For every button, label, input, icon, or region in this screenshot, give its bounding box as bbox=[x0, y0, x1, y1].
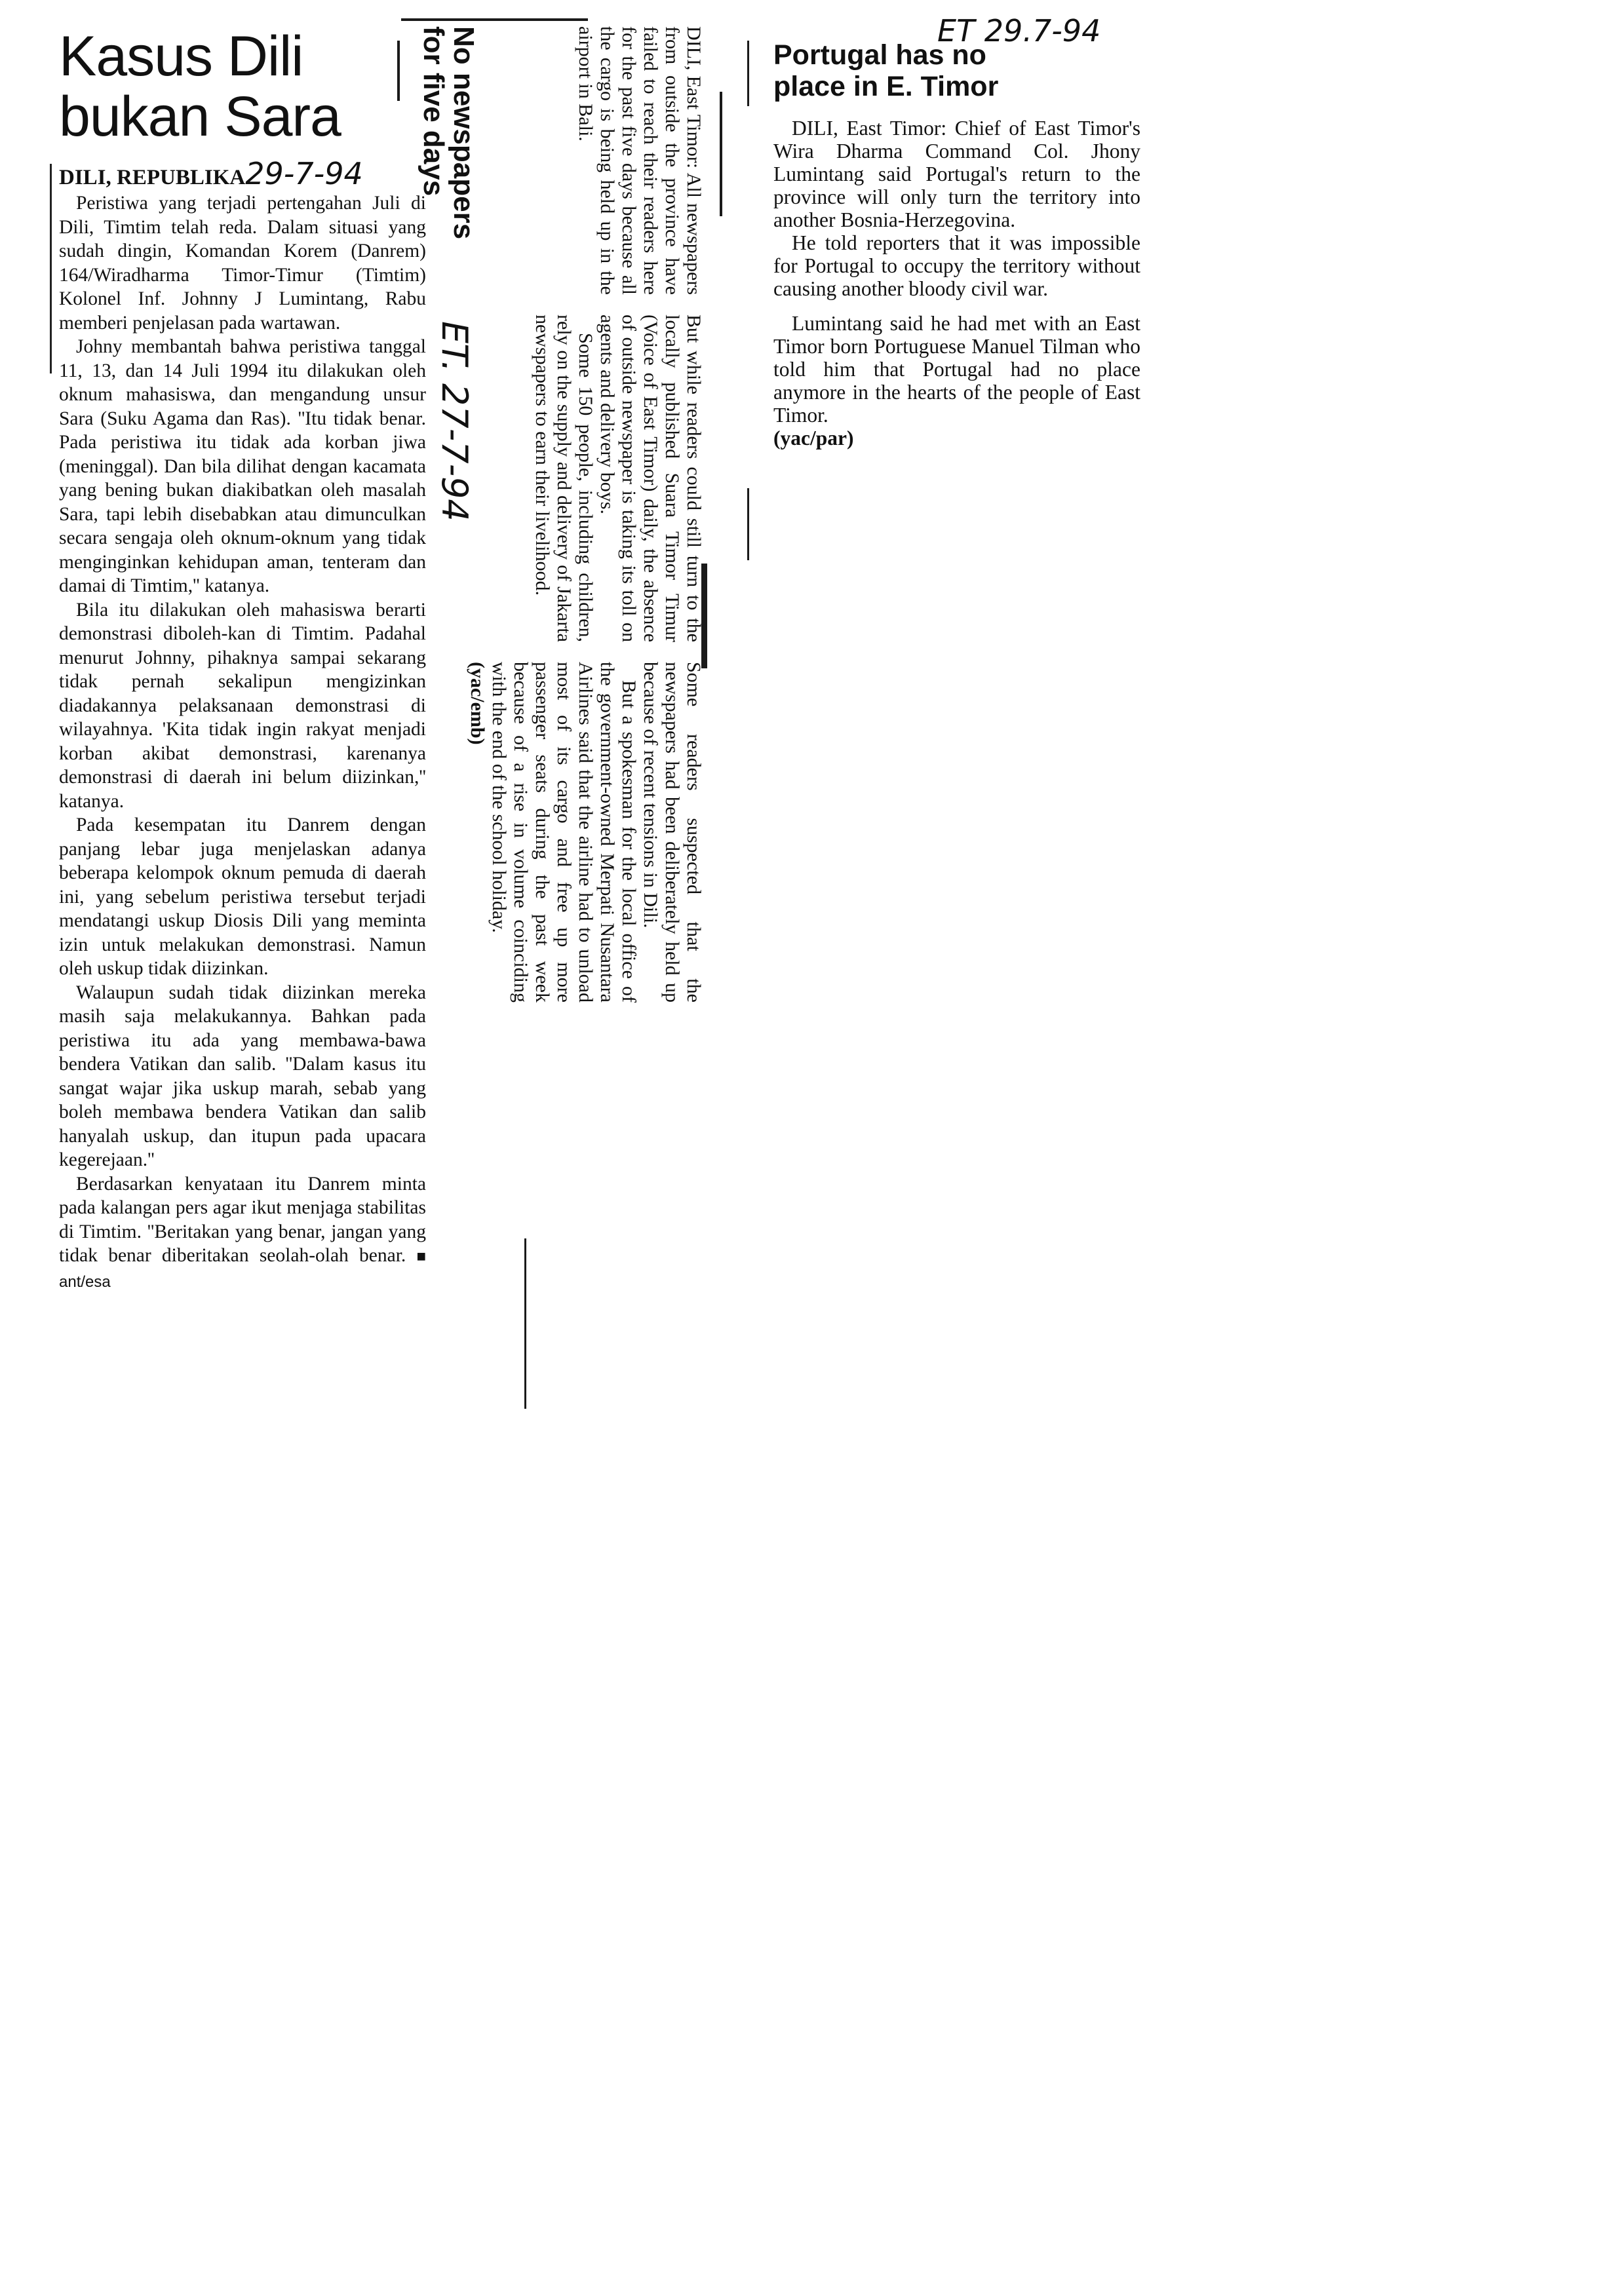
paragraph: But a spokesman for the local office of the government-owned Merpati Nusantara Airlines said that the airline had to unload most of its cargo and free up more passenger seats during the past week because of a rise in volume coinciding with the end of the school holiday. bbox=[488, 662, 640, 1003]
clipping-rule bbox=[397, 41, 400, 101]
article-kasus-dili bbox=[59, 26, 426, 1618]
handwritten-date: 29-7-94 bbox=[245, 156, 363, 191]
headline-line-1: Kasus Dili bbox=[59, 25, 303, 88]
article-headline bbox=[773, 39, 1140, 102]
article-headline bbox=[418, 26, 478, 275]
headline-line-1: No newspapers bbox=[448, 26, 480, 240]
sign-off: (yac/emb) bbox=[467, 662, 488, 745]
dateline-text: DILI, REPUBLIKA bbox=[59, 166, 246, 189]
column-3 bbox=[467, 662, 705, 1003]
article-body bbox=[59, 191, 426, 1294]
paragraph-last bbox=[59, 1172, 426, 1295]
headline-line-2: place in E. Timor bbox=[773, 71, 999, 102]
clipping-rule bbox=[747, 41, 749, 106]
margin-bracket bbox=[50, 164, 52, 373]
column-2 bbox=[485, 315, 705, 642]
handwritten-date: ET. 27-7-94 bbox=[434, 321, 475, 522]
sign-off: (yac/par) bbox=[773, 427, 854, 450]
article-headline bbox=[59, 26, 426, 147]
headline-line-2: bukan Sara bbox=[59, 85, 341, 148]
paragraph: Peristiwa yang terjadi pertengahan Juli di Dili, Timtim telah reda. Dalam situasi yang sudah dingin, Komandan Korem (Danrem) 164/Wiradharma Timor-Timur (Timtim) Kolonel Inf. Johnny J Lumintang, Rabu memberi penjelasan pada wartawan. bbox=[59, 193, 426, 334]
paragraph: Lumintang said he had met with an East Timor born Portuguese Manuel Tilman who told him that Portugal had no place anymore in the hearts of the people of East Timor. bbox=[773, 312, 1140, 427]
paragraph: Pada kesempatan itu Danrem dengan panjang lebar juga menjelaskan adanya beberapa kelompok oknum pemuda di daerah ini, yang sebelum peristiwa tersebut terjadi mendatangi uskup Diosis Dili yang meminta izin untuk melakukan demonstrasi. Namun oleh uskup tidak diizinkan. bbox=[59, 814, 426, 979]
headline-line-1: Portugal has no bbox=[773, 39, 986, 71]
paragraph: Some readers suspected that the newspapers had been deliberately held up because of recent tensions in Dili. bbox=[640, 662, 705, 1003]
sign-off: ant/esa bbox=[59, 1272, 111, 1291]
paragraph: Bila itu dilakukan oleh mahasiswa berarti demonstrasi diboleh-kan di Timtim. Padahal menurut Johnny, pihaknya sampai sekarang tidak pernah sekalipun mengizinkan diadakannya pelaksanaan demonstrasi di wilayahnya. 'Kita tidak ingin rakyat menjadi korban akibat demonstrasi, karenanya demonstrasi di daerah ini belum diizinkan,'' katanya. bbox=[59, 599, 426, 812]
article-no-newspapers bbox=[410, 20, 705, 1428]
paragraph: DILI, East Timor: Chief of East Timor's Wira Dharma Command Col. Jhony Lumintang said Portugal's return to the province will only turn the territory into another Bosnia-Herzegovina. bbox=[773, 117, 1140, 231]
headline-line-2: for five days bbox=[418, 26, 450, 197]
clipping-rule bbox=[720, 92, 722, 216]
paragraph-text: Berdasarkan kenyataan itu Danrem minta pada kalangan pers agar ikut menjaga stabilitas di Timtim. ''Beritakan yang benar, jangan yang tidak benar diberitakan seolah-olah benar. bbox=[59, 1173, 426, 1266]
article-portugal bbox=[773, 13, 1140, 450]
paragraph: DILI, East Timor: All newspapers from outside the province have failed to reach their readers here for the past five days because all the cargo is being held up in the airport in Bali. bbox=[575, 26, 705, 295]
end-mark: ■ bbox=[416, 1248, 426, 1265]
clipping-rule bbox=[747, 488, 749, 560]
article-body bbox=[773, 117, 1140, 450]
paragraph: Walaupun sudah tidak diizinkan mereka masih saja melakukannya. Bahkan pada peristiwa itu ada yang membawa-bawa bendera Vatikan dan salib. ''Dalam kasus itu sangat wajar jika uskup marah, sebab yang boleh membawa bendera Vatikan dan salib hanyalah uskup, dan itupun pada upacara kegerejaan.'' bbox=[59, 982, 426, 1170]
paragraph: Johny membantah bahwa peristiwa tanggal 11, 13, dan 14 Juli 1994 itu dilakukan oleh oknum mahasiswa, dan mengandung unsur Sara (Suku Agama dan Ras). ''Itu tidak benar. Pada peristiwa itu tidak ada korban jiwa (meninggal). Dan bila dilihat dengan kacamata yang bening bukan diakibatkan oleh masalah Sara, tapi lebih disebabkan atau dimunculkan secara sengaja oleh oknum-oknum yang tidak menginginkan kehidupan aman, tenteram dan damai di Timtim,'' katanya. bbox=[59, 336, 426, 596]
paragraph: But while readers could still turn to the locally published Suara Timor Timur (Voice of East Timor) daily, the absence of outside newspaper is taking its toll on agents and delivery boys. bbox=[596, 315, 705, 642]
paragraph: He told reporters that it was impossible for Portugal to occupy the territory without causing another bloody civil war. bbox=[773, 231, 1140, 300]
rotated-article-frame bbox=[410, 20, 705, 1428]
column-1 bbox=[485, 26, 705, 295]
article-body bbox=[467, 26, 705, 1409]
paragraph: Some 150 people, including children, rely on the supply and delivery of Jakarta newspapers to earn their livelihood. bbox=[532, 315, 596, 642]
dateline bbox=[59, 156, 426, 191]
headline-block bbox=[773, 13, 1140, 102]
handwritten-date: ET 29.7-94 bbox=[937, 13, 1101, 48]
